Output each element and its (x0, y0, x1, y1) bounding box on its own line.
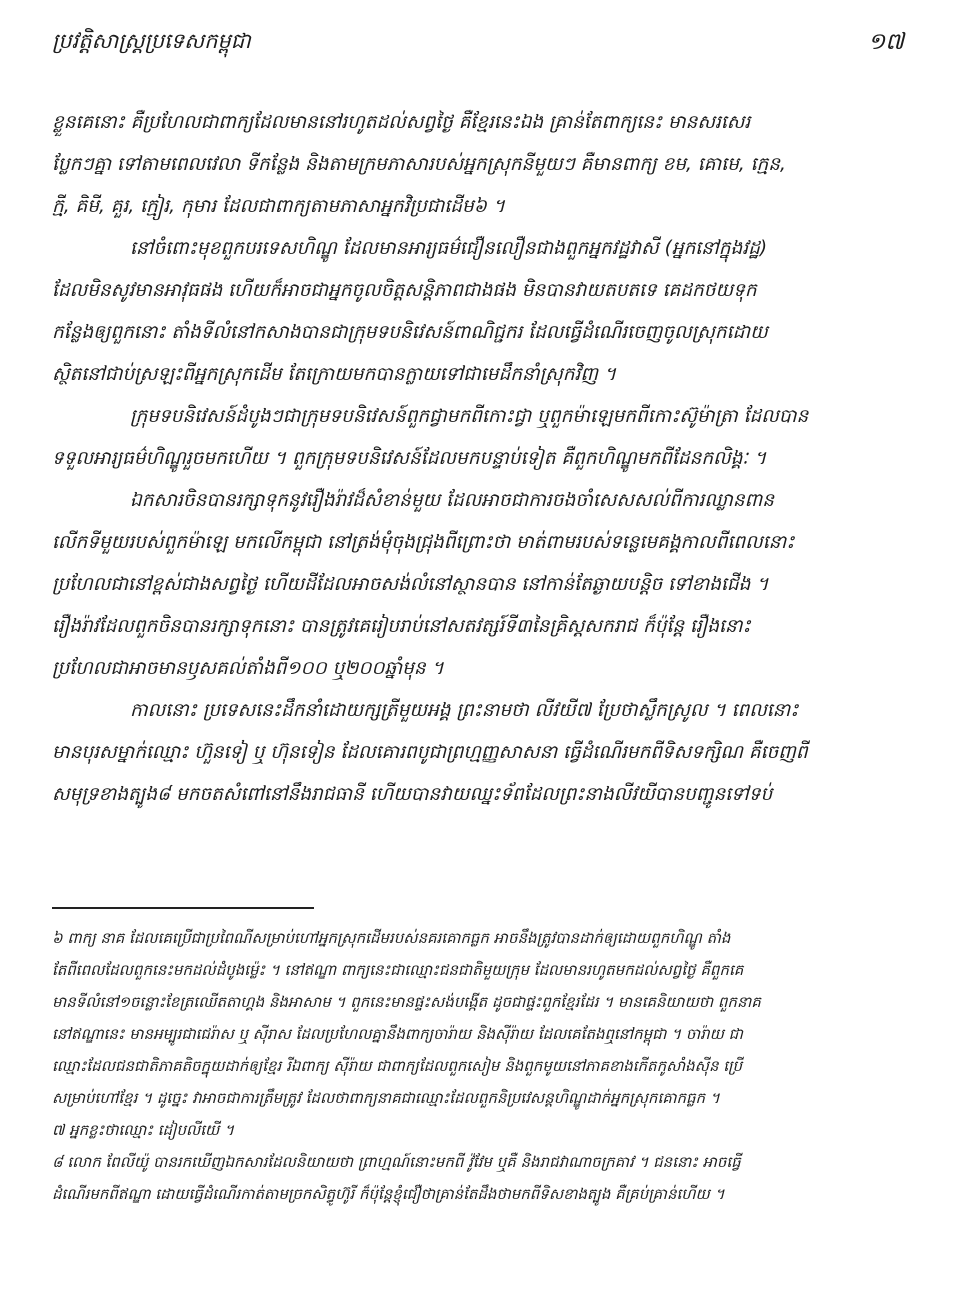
body-line: សមុទ្រខាងត្បូង៨ មកចតសំពៅនៅនឹងរាជធានី ហើយបានវាយឈ្នះទ័ពដែលព្រះនាងលីវយីបានបញ្ជូនទៅទប់ (52, 784, 773, 805)
body-line: ប្លែកៗគ្នា ទៅតាមពេលវេលា ទីកន្លែង និងតាមក្រមភាសារបស់អ្នកស្រុកនីមួយៗ គឺមានពាក្យ ខម, គោមេ, ក្មេន, (52, 154, 786, 175)
body-line: ប្រហែលជាអាចមានឫសគល់តាំងពី១០០ ឬ២០០ឆ្នាំមុន ។ (52, 658, 444, 679)
body-line: នៅចំពោះមុខពួកបរទេសហិណ្ឌូ ដែលមានអារ្យធម៌ជឿនលឿនជាងពួកអ្នកវដ្ឋវាសី (អ្នកនៅក្នុងវដ្ឋ) (130, 238, 768, 259)
body-line: ខ្លួនគេនោះ គឺប្រហែលជាពាក្យដែលមាននៅរហូតដល់សព្វថ្ងៃ គឺខ្មែរនេះឯង គ្រាន់តែពាក្យនេះ មានសរសេរ (52, 112, 751, 133)
footnote-line: នៅឥណ្ឌានេះ មានអម្បូរជាជេរ៉ាស ឬ ស៊ីរាស ដែលប្រហែលគ្នានឹងពាក្យចារ៉ាយ និងស៊ីរ៉ាយ ដែលគេតែងឮនៅកម្ពុជា ។ ចារ៉ាយ ជា (52, 1025, 743, 1043)
running-title: ប្រវត្តិសាស្ត្រប្រទេសកម្ពុជា (52, 29, 251, 53)
footnote-line: ៦ ពាក្យ នាគ ដែលគេប្រើជាប្រពៃណីសម្រាប់ហៅអ្នកស្រុកដើមរបស់នគរគោកធ្លក អាចនឹងត្រូវបានដាក់ឲ្យដោយពួកហិណ្ឌូ តាំង (52, 929, 731, 947)
footnote-line: ៧ អ្នកខ្លះថាឈ្មោះ ដៀបលីយើ ។ (52, 1121, 234, 1139)
footnote-line: សម្រាប់ហៅខ្មែរ ។ ដូច្នេះ វាអាចជាការត្រឹមត្រូវ ដែលថាពាក្យនាគជាឈ្មោះដែលពួកនិប្រវេសន្តហិណ្ឌូដាក់អ្នកស្រុកគោកធ្លក ។ (52, 1089, 720, 1107)
body-line: កន្លែងឲ្យពួកនោះ តាំងទីលំនៅកសាងបានជាក្រុមទបនិវេសន៍ពាណិជ្ជករ ដែលធ្វើដំណើរចេញចូលស្រុកដោយ (52, 322, 768, 343)
body-line: កាលនោះ ប្រទេសនេះដឹកនាំដោយក្សត្រីមួយអង្គ ព្រះនាមថា លីវយី៧ ប្រែថាស្លឹកស្រូល ។ ពេលនោះ (130, 700, 799, 721)
body-line: ដែលមិនសូវមានអាវុធផង ហើយក៏អាចជាអ្នកចូលចិត្តសន្តិភាពជាងផង មិនបានវាយតបតទេ គេដកថយទុក (52, 280, 757, 301)
footnote-separator (52, 907, 314, 909)
body-line: ក្មី, គិមី, គួរ, ក្មៀរ, កុមារ ដែលជាពាក្យតាមភាសាអ្នកវិប្រជាដើម៦ ។ (52, 196, 505, 217)
body-line: លើកទីមួយរបស់ពួកម៉ាឡេ មកលើកម្ពុជា នៅត្រង់មុំចុងជ្រុងពីព្រោះថា មាត់ពាមរបស់ទន្លេមេគង្គកាលពីពេលនោះ (52, 532, 795, 553)
footnotes (52, 922, 910, 1210)
body-line: ប្រហែលជានៅខ្ពស់ជាងសព្វថ្ងៃ ហើយដីដែលអាចសង់លំនៅស្ថានបាន នៅកាន់តែឆ្ងាយបន្តិច ទៅខាងជើង ។ (52, 574, 769, 595)
body-line: ក្រុមទបនិវេសន៍ដំបូងៗជាក្រុមទបនិវេសន៍ពួកជ្វាមកពីកោះជ្វា ឬពួកម៉ាឡេមកពីកោះស៊ូម៉ាត្រា ដែលបាន (130, 406, 809, 427)
footnote-line: តែពីពេលដែលពួកនេះមកដល់ដំបូងម្ល៉េះ ។ នៅឥណ្ឌា ពាក្យនេះជាឈ្មោះជនជាតិមួយក្រុម ដែលមានរហូតមកដល់សព្វថ្ងៃ គឺពួកគេ (52, 961, 744, 979)
body-text (52, 102, 910, 816)
body-line: មានបុរសម្នាក់ឈ្មោះ ហ៊ួនទៀ ឬ ហ៊ុនទៀន ដែលគោរពបូជាព្រហ្មញ្ញសាសនា ធ្វើដំណើរមកពីទិសទក្សិណ គឺចេញពី (52, 742, 808, 763)
body-line: រឿងរ៉ាវដែលពួកចិនបានរក្សាទុកនោះ បានត្រូវគេរៀបរាប់នៅសតវត្សរ៍ទី៣នៃគ្រិស្តសករាជ ក៏ប៉ុន្តែ រឿងនោះ (52, 616, 751, 637)
footnote-line: ដំណើរមកពីឥណ្ឌា ដោយធ្វើដំណើរកាត់តាមច្រកសិត្ធូហ៊ូរី ក៏ប៉ុន្តែខ្ញុំជឿថាគ្រាន់តែដឹងថាមកពីទិសខាងត្បូង គឺគ្រប់គ្រាន់ហើយ ។ (52, 1185, 725, 1203)
body-line: ឯកសារចិនបានរក្សាទុកនូវរឿងរ៉ាវដ៏សំខាន់មួយ ដែលអាចជាការចងចាំសេសសល់ពីការឈ្លានពាន (130, 490, 774, 511)
body-line: ស្ថិតនៅជាប់ស្រឡះពីអ្នកស្រុកដើម តែក្រោយមកបានក្លាយទៅជាមេដឹកនាំស្រុកវិញ ។ (52, 364, 617, 385)
footnote-line: ៨ លោក ពែលីយ៉ូ បានរកឃើញឯកសារដែលនិយាយថា ព្រាហ្មណ៍នោះមកពី វ៉ូវែម ឬគឺ និងរាជវាណាចក្រគាវ ។ ជននោះ អាចធ្វើ (52, 1153, 741, 1171)
footnote-line: មានទីលំនៅ១ចន្លោះខែត្រឈើតតាហ្គង និងអាសាម ។ ពួកនេះមានផ្ទះសង់បង្កើត ដូចជាផ្ទះពួកខ្មែរដែរ ។ មានគេនិយាយថា ពួកនាគ (52, 993, 761, 1011)
footnote-line: ឈ្មោះដែលជនជាតិភាគតិចក្នុយដាក់ឲ្យខ្មែរ រីឯពាក្យ ស៊ីរ៉ាយ ជាពាក្យដែលពួកសៀម និងពួកមូយនៅភាគខាងកើតកូសាំងស៊ីន ប្រើ (52, 1057, 742, 1075)
page-number: ១៧ (867, 29, 904, 55)
body-line: ទទួលអារ្យធម៌ហិណ្ឌូរួចមកហើយ ។ ពួកក្រុមទបនិវេសន៍ដែលមកបន្ទាប់ទៀត គឺពួកហិណ្ឌូមកពីដែនកលិង្គៈ ។ (52, 448, 767, 469)
page-header (52, 28, 904, 68)
